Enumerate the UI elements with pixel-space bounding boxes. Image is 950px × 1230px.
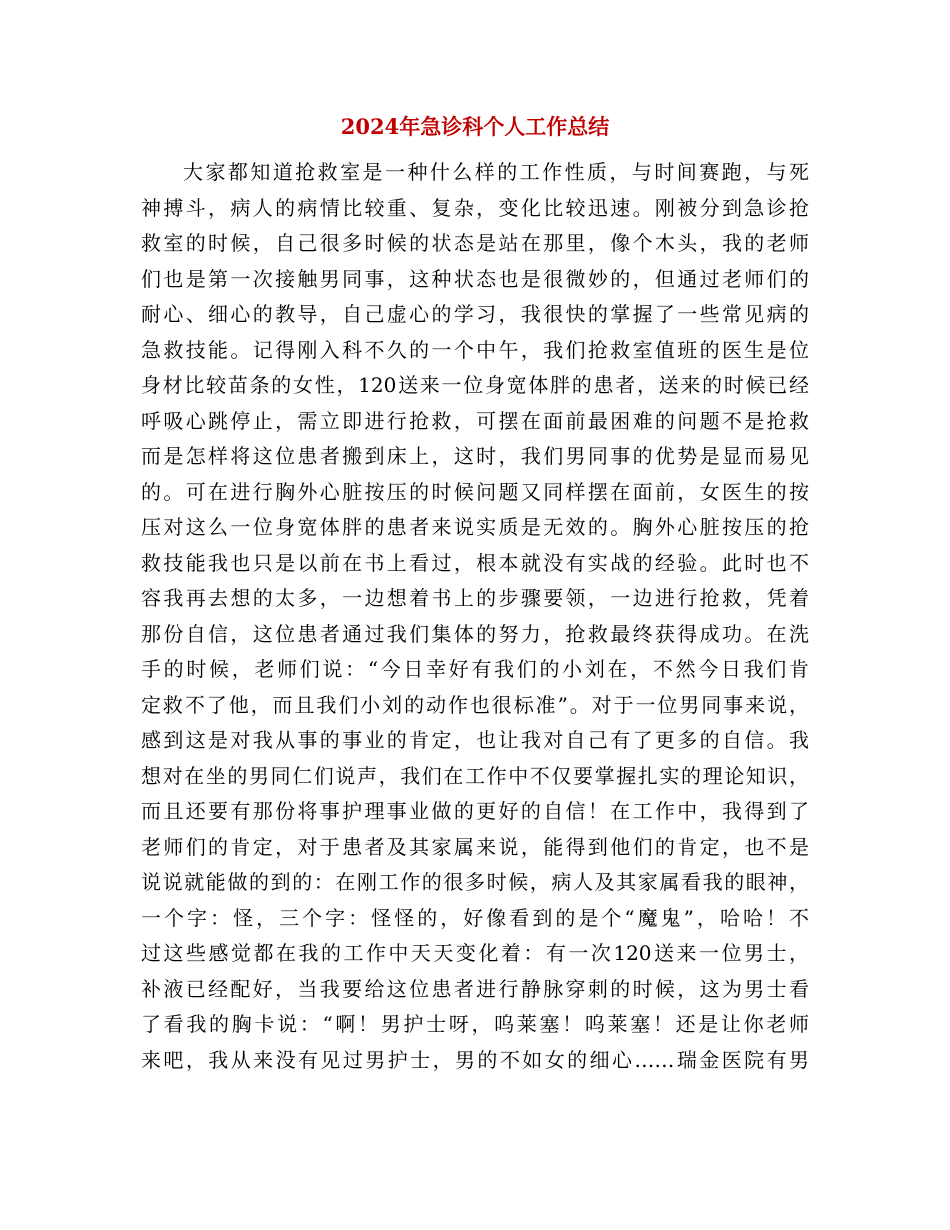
document-title: 2024年急诊科个人工作总结 [340, 114, 610, 139]
body-line: 来吧，我从来没有见过男护士，男的不如女的细心……瑞金医院有男 [141, 1047, 809, 1072]
body-line: 容我再去想的太多，一边想着书上的步骤要领，一边进行抢救，凭着 [141, 586, 809, 610]
body-line: 耐心、细心的教导，自己虚心的学习，我很快的掌握了一些常见病的 [141, 302, 809, 326]
body-line: 感到这是对我从事的事业的肯定，也让我对自己有了更多的自信。我 [141, 728, 809, 752]
body-line: 老师们的肯定，对于患者及其家属来说，能得到他们的肯定，也不是 [141, 834, 809, 859]
body-line: 大家都知道抢救室是一种什么样的工作性质，与时间赛跑，与死 [183, 160, 809, 184]
body-line: 定救不了他，而且我们小刘的动作也很标准”。对于一位男同事来说， [141, 692, 809, 717]
body-line: 的。可在进行胸外心脏按压的时候问题又同样摆在面前，女医生的按 [141, 479, 809, 504]
body-line: 救技能我也只是以前在书上看过，根本就没有实战的经验。此时也不 [141, 550, 809, 575]
body-line: 身材比较苗条的女性，120送来一位身宽体胖的患者，送来的时候已经 [141, 373, 809, 397]
body-line: 救室的时候，自己很多时候的状态是站在那里，像个木头，我的老师 [141, 231, 809, 255]
body-line: 过这些感觉都在我的工作中天天变化着：有一次120送来一位男士， [141, 941, 809, 965]
document-body [141, 155, 809, 1078]
body-line: 而且还要有那份将事护理事业做的更好的自信！在工作中，我得到了 [141, 799, 809, 823]
body-line: 补液已经配好，当我要给这位患者进行静脉穿刺的时候，这为男士看 [141, 976, 809, 1001]
body-line: 神搏斗，病人的病情比较重、复杂，变化比较迅速。刚被分到急诊抢 [141, 195, 809, 220]
body-line: 了看我的胸卡说：“啊！男护士呀，呜莱塞！呜莱塞！还是让你老师 [141, 1012, 809, 1036]
body-line: 压对这么一位身宽体胖的患者来说实质是无效的。胸外心脏按压的抢 [141, 515, 809, 539]
body-line: 想对在坐的男同仁们说声，我们在工作中不仅要掌握扎实的理论知识， [141, 763, 809, 788]
body-line: 而是怎样将这位患者搬到床上，这时，我们男同事的优势是显而易见 [141, 444, 809, 468]
body-line: 手的时候，老师们说：“今日幸好有我们的小刘在，不然今日我们肯 [141, 657, 809, 681]
body-line: 那份自信，这位患者通过我们集体的努力，抢救最终获得成功。在洗 [141, 621, 809, 646]
body-line: 一个字：怪，三个字：怪怪的，好像看到的是个“魔鬼”，哈哈！不 [141, 905, 809, 930]
body-line: 说说就能做的到的：在刚工作的很多时候，病人及其家属看我的眼神， [141, 870, 809, 894]
body-line: 们也是第一次接触男同事，这种状态也是很微妙的，但通过老师们的 [141, 266, 809, 291]
body-line: 急救技能。记得刚入科不久的一个中午，我们抢救室值班的医生是位 [141, 337, 809, 362]
body-line: 呼吸心跳停止，需立即进行抢救，可摆在面前最困难的问题不是抢救 [141, 408, 809, 433]
